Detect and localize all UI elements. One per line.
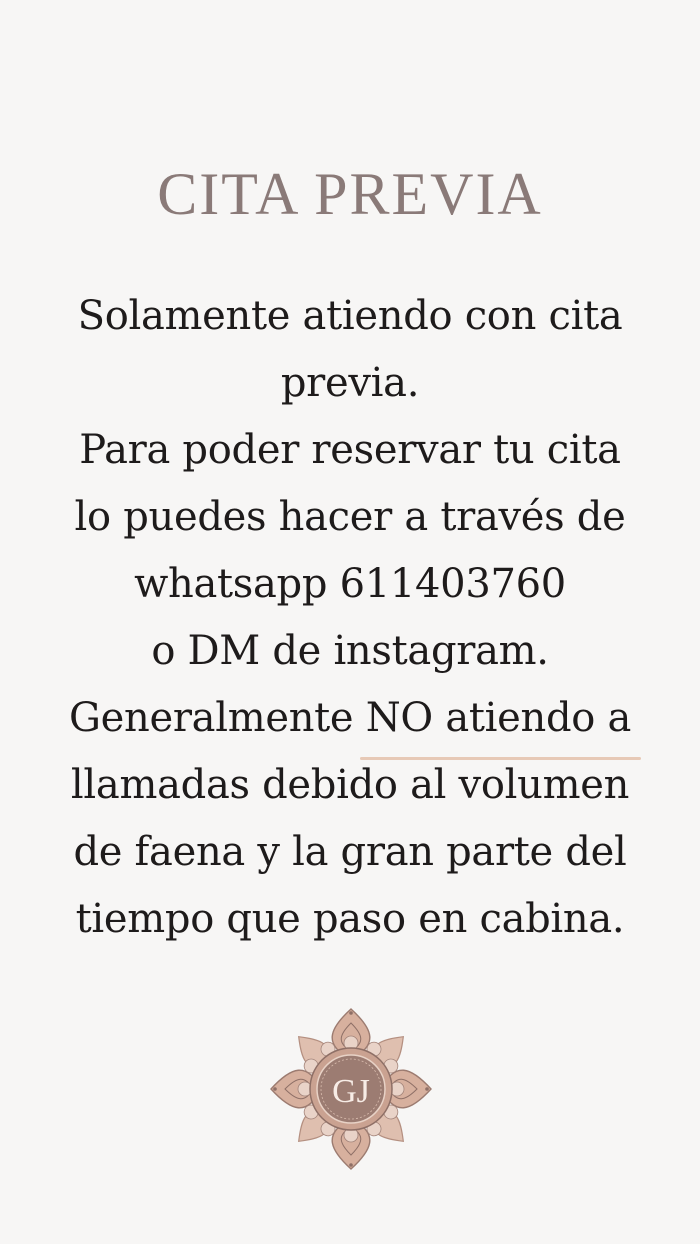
text-line: previa. <box>280 360 420 406</box>
text-line: tiempo que paso en cabina. <box>75 896 625 942</box>
mandala-logo-icon <box>268 1008 434 1170</box>
underlined-text-content: NO atiendo a <box>365 695 632 741</box>
text-line: llamadas debido al volumen <box>70 762 630 808</box>
text-line <box>40 685 660 752</box>
text-line: o DM de instagram. <box>151 628 549 674</box>
underlined-text <box>366 685 631 752</box>
text-line: lo puedes hacer a través de <box>74 494 626 540</box>
underline-decoration <box>360 757 641 760</box>
text-line: whatsapp 611403760 <box>134 561 566 607</box>
text-line: de faena y la gran parte del <box>73 829 627 875</box>
logo-monogram: GJ <box>332 1073 370 1110</box>
text-line: Solamente atiendo con cita <box>77 293 623 339</box>
text-line: Para poder reservar tu cita <box>79 427 621 473</box>
info-paragraph <box>40 283 660 953</box>
text-segment: Generalmente <box>68 695 366 741</box>
page-title: CITA PREVIA <box>157 161 543 227</box>
